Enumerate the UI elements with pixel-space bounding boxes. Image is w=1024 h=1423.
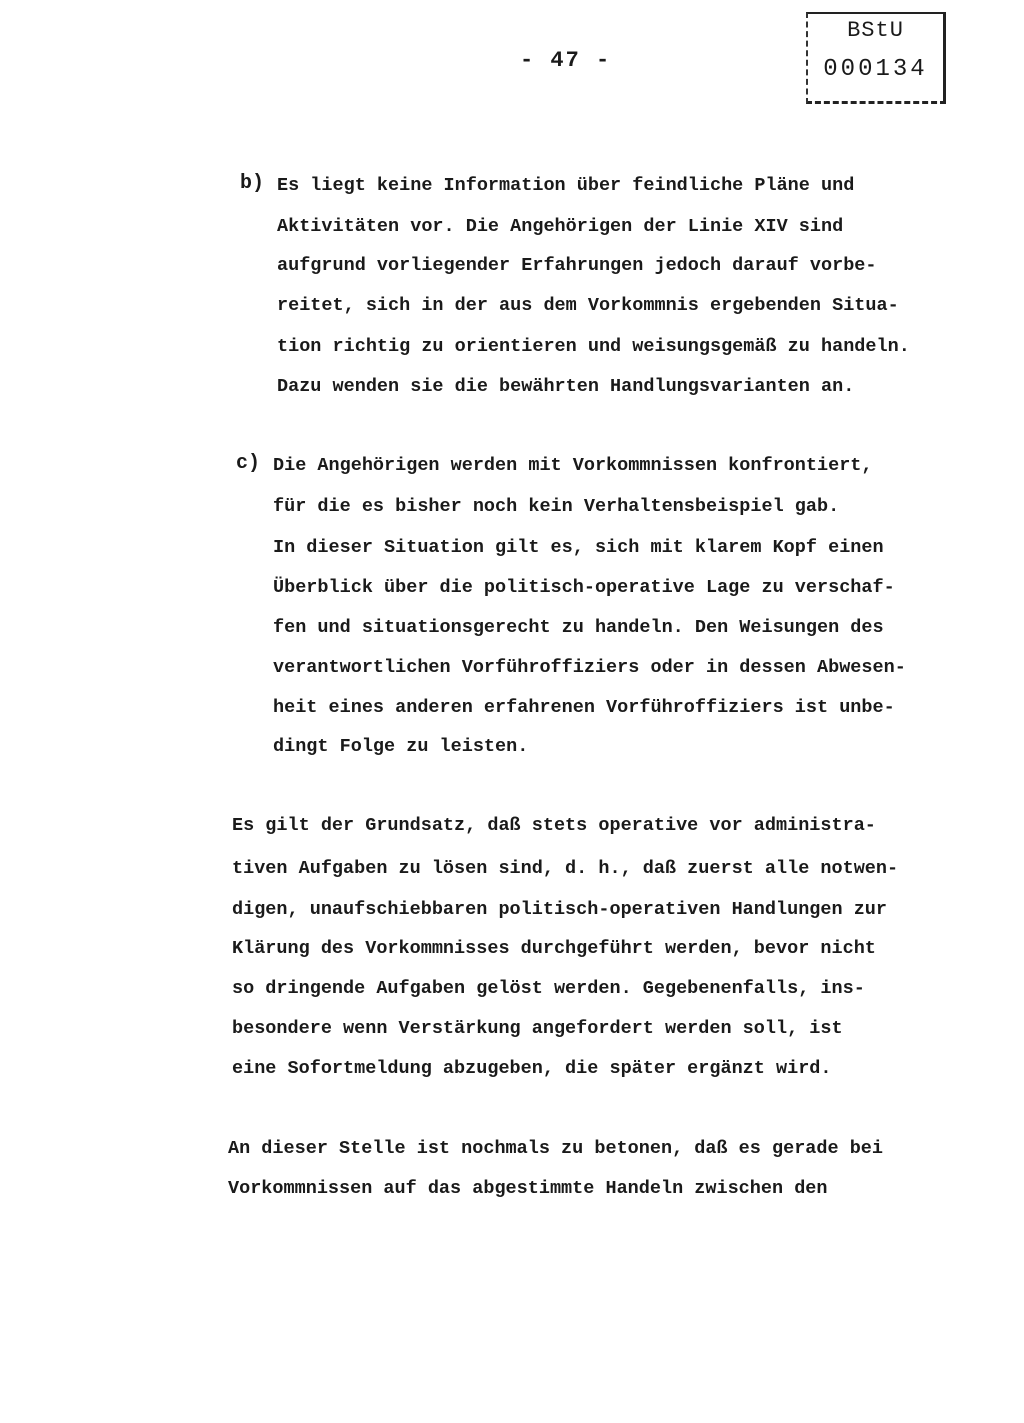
page-number: - 47 -: [520, 48, 612, 73]
text-line: Überblick über die politisch-operative Lage zu verschaf-: [273, 577, 895, 598]
stamp-archive-number: 000134: [823, 56, 928, 83]
text-line: Aktivitäten vor. Die Angehörigen der Linie XIV sind: [277, 216, 844, 237]
text-line: aufgrund vorliegender Erfahrungen jedoch darauf vorbe-: [277, 255, 877, 276]
text-line: besondere wenn Verstärkung angefordert werden soll, ist: [232, 1018, 843, 1039]
text-line: für die es bisher noch kein Verhaltensbeispiel gab.: [273, 496, 840, 517]
text-line: Klärung des Vorkommnisses durchgeführt werden, bevor nicht: [232, 938, 876, 959]
text-line: heit eines anderen erfahrenen Vorführoffiziers ist unbe-: [273, 697, 895, 718]
text-line: verantwortlichen Vorführoffiziers oder in dessen Abwesen-: [273, 657, 906, 678]
text-line: tion richtig zu orientieren und weisungsgemäß zu handeln.: [277, 336, 910, 357]
text-line: eine Sofortmeldung abzugeben, die später ergänzt wird.: [232, 1058, 832, 1079]
text-line: Vorkommnissen auf das abgestimmte Handeln zwischen den: [228, 1178, 828, 1199]
text-line: tiven Aufgaben zu lösen sind, d. h., daß zuerst alle notwen-: [232, 858, 899, 879]
text-line: Es liegt keine Information über feindliche Pläne und: [277, 175, 855, 196]
text-line: reitet, sich in der aus dem Vorkommnis ergebenden Situa-: [277, 295, 899, 316]
text-line: so dringende Aufgaben gelöst werden. Gegebenenfalls, ins-: [232, 978, 865, 999]
text-line: dingt Folge zu leisten.: [273, 736, 529, 757]
stamp-archive-label: BStU: [847, 18, 904, 43]
archive-stamp: [806, 12, 946, 104]
text-line: Die Angehörigen werden mit Vorkommnissen konfrontiert,: [273, 455, 873, 476]
item-marker-b: b): [240, 172, 265, 195]
text-line: fen und situationsgerecht zu handeln. Den Weisungen des: [273, 617, 884, 638]
text-line: digen, unaufschiebbaren politisch-operativen Handlungen zur: [232, 899, 888, 920]
text-line: Dazu wenden sie die bewährten Handlungsvarianten an.: [277, 376, 855, 397]
text-line: In dieser Situation gilt es, sich mit klarem Kopf einen: [273, 537, 884, 558]
text-line: An dieser Stelle ist nochmals zu betonen, daß es gerade bei: [228, 1138, 884, 1159]
item-marker-c: c): [236, 452, 261, 475]
text-line: Es gilt der Grundsatz, daß stets operative vor administra-: [232, 815, 876, 836]
